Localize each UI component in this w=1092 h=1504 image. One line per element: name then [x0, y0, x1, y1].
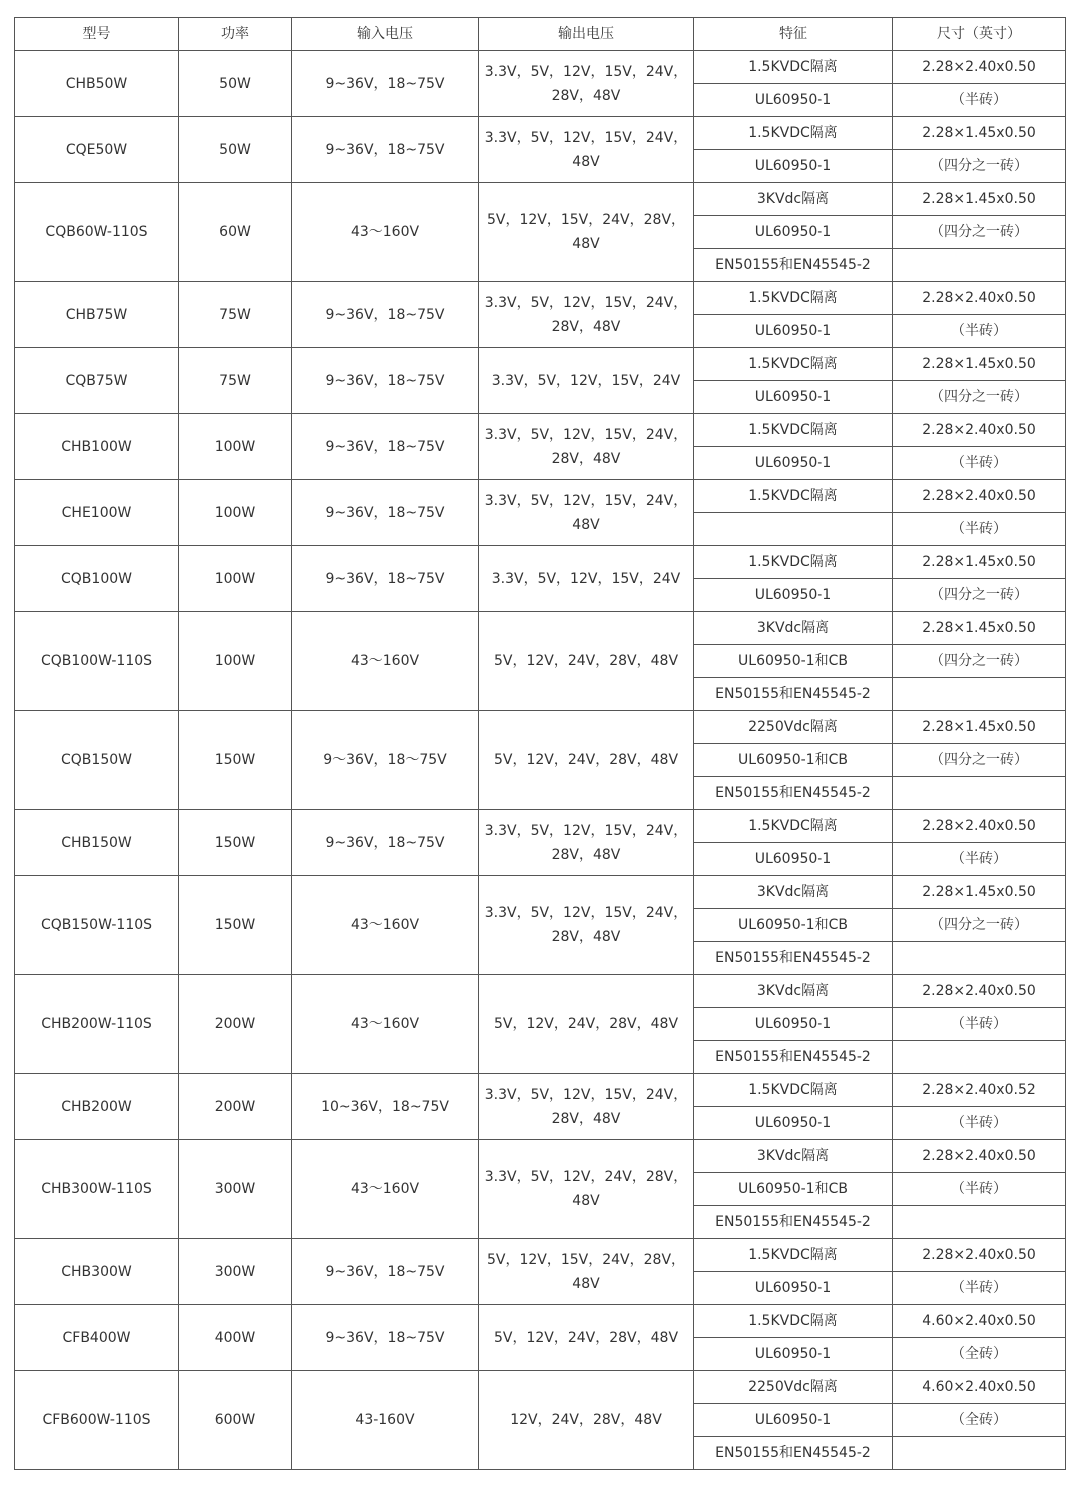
- cell-size: 2.28×2.40x0.50: [893, 975, 1066, 1008]
- cell-size: （全砖）: [893, 1404, 1066, 1437]
- cell-feature: UL60950-1: [694, 843, 893, 876]
- cell-feature: UL60950-1: [694, 1107, 893, 1140]
- cell-size: （全砖）: [893, 1338, 1066, 1371]
- cell-size: [893, 1206, 1066, 1239]
- cell-model: CQE50W: [15, 117, 179, 183]
- cell-model: CQB150W-110S: [15, 876, 179, 975]
- cell-model: CHB200W: [15, 1074, 179, 1140]
- table-row: [15, 876, 1066, 909]
- cell-output-voltage: 3.3V，5V，12V，15V，24V，28V，48V: [479, 414, 694, 480]
- cell-feature: 1.5KVDC隔离: [694, 1074, 893, 1107]
- cell-output-voltage: 5V，12V，24V，28V，48V: [479, 612, 694, 711]
- cell-size: [893, 249, 1066, 282]
- cell-model: CHB75W: [15, 282, 179, 348]
- cell-size: 2.28×1.45x0.50: [893, 876, 1066, 909]
- cell-model: CQB100W-110S: [15, 612, 179, 711]
- cell-feature: UL60950-1和CB: [694, 744, 893, 777]
- cell-size: 4.60×2.40x0.50: [893, 1371, 1066, 1404]
- cell-feature: 1.5KVDC隔离: [694, 810, 893, 843]
- cell-feature: UL60950-1: [694, 1404, 893, 1437]
- cell-size: （半砖）: [893, 447, 1066, 480]
- table-row: [15, 1239, 1066, 1272]
- cell-model: CQB100W: [15, 546, 179, 612]
- cell-output-voltage: 5V，12V，24V，28V，48V: [479, 711, 694, 810]
- cell-power: 50W: [179, 51, 292, 117]
- cell-power: 100W: [179, 546, 292, 612]
- cell-feature: 2250Vdc隔离: [694, 1371, 893, 1404]
- cell-power: 200W: [179, 975, 292, 1074]
- cell-input-voltage: 9~36V，18~75V: [292, 1239, 479, 1305]
- cell-power: 100W: [179, 480, 292, 546]
- header-row: [15, 18, 1066, 51]
- cell-size: （四分之一砖）: [893, 645, 1066, 678]
- cell-size: 2.28×1.45x0.50: [893, 348, 1066, 381]
- cell-power: 150W: [179, 711, 292, 810]
- cell-feature: UL60950-1: [694, 216, 893, 249]
- cell-feature: 3KVdc隔离: [694, 975, 893, 1008]
- cell-input-voltage: 9~36V，18~75V: [292, 348, 479, 414]
- cell-input-voltage: 9~36V，18~75V: [292, 51, 479, 117]
- cell-power: 200W: [179, 1074, 292, 1140]
- cell-power: 150W: [179, 876, 292, 975]
- cell-output-voltage: 3.3V，5V，12V，15V，24V: [479, 546, 694, 612]
- cell-model: CFB600W-110S: [15, 1371, 179, 1470]
- table-row: [15, 117, 1066, 150]
- header-model: 型号: [15, 18, 179, 51]
- cell-model: CHB50W: [15, 51, 179, 117]
- cell-input-voltage: 43～160V: [292, 183, 479, 282]
- cell-feature: EN50155和EN45545-2: [694, 1437, 893, 1470]
- cell-feature: UL60950-1: [694, 150, 893, 183]
- cell-model: CHB300W-110S: [15, 1140, 179, 1239]
- cell-size: 2.28×2.40x0.50: [893, 414, 1066, 447]
- cell-size: （半砖）: [893, 1173, 1066, 1206]
- table-row: [15, 282, 1066, 315]
- cell-feature: [694, 513, 893, 546]
- cell-size: 2.28×2.40x0.52: [893, 1074, 1066, 1107]
- cell-feature: EN50155和EN45545-2: [694, 1041, 893, 1074]
- cell-model: CHB200W-110S: [15, 975, 179, 1074]
- table-row: [15, 612, 1066, 645]
- cell-feature: EN50155和EN45545-2: [694, 249, 893, 282]
- cell-input-voltage: 43～160V: [292, 1140, 479, 1239]
- cell-feature: EN50155和EN45545-2: [694, 1206, 893, 1239]
- cell-feature: UL60950-1: [694, 579, 893, 612]
- cell-size: （四分之一砖）: [893, 579, 1066, 612]
- cell-feature: 1.5KVDC隔离: [694, 348, 893, 381]
- cell-output-voltage: 5V，12V，15V，24V，28V，48V: [479, 183, 694, 282]
- cell-size: （半砖）: [893, 1107, 1066, 1140]
- cell-feature: EN50155和EN45545-2: [694, 777, 893, 810]
- table-row: [15, 1140, 1066, 1173]
- cell-output-voltage: 3.3V，5V，12V，15V，24V，28V，48V: [479, 51, 694, 117]
- cell-size: 2.28×2.40x0.50: [893, 1239, 1066, 1272]
- cell-feature: 1.5KVDC隔离: [694, 282, 893, 315]
- cell-size: （半砖）: [893, 315, 1066, 348]
- cell-input-voltage: 9~36V，18~75V: [292, 480, 479, 546]
- cell-power: 300W: [179, 1140, 292, 1239]
- table-row: [15, 546, 1066, 579]
- cell-input-voltage: 9～36V，18～75V: [292, 711, 479, 810]
- cell-size: 2.28×2.40x0.50: [893, 282, 1066, 315]
- cell-feature: 1.5KVDC隔离: [694, 51, 893, 84]
- cell-input-voltage: 43～160V: [292, 975, 479, 1074]
- cell-size: （半砖）: [893, 513, 1066, 546]
- cell-size: （半砖）: [893, 1272, 1066, 1305]
- cell-output-voltage: 12V，24V，28V，48V: [479, 1371, 694, 1470]
- cell-feature: 3KVdc隔离: [694, 1140, 893, 1173]
- cell-feature: UL60950-1: [694, 84, 893, 117]
- cell-feature: EN50155和EN45545-2: [694, 678, 893, 711]
- cell-power: 100W: [179, 414, 292, 480]
- cell-output-voltage: 5V，12V，24V，28V，48V: [479, 975, 694, 1074]
- cell-model: CHB300W: [15, 1239, 179, 1305]
- cell-feature: UL60950-1: [694, 381, 893, 414]
- cell-feature: 1.5KVDC隔离: [694, 480, 893, 513]
- cell-size: （半砖）: [893, 1008, 1066, 1041]
- cell-feature: UL60950-1: [694, 447, 893, 480]
- cell-power: 600W: [179, 1371, 292, 1470]
- cell-output-voltage: 3.3V，5V，12V，15V，24V，28V，48V: [479, 810, 694, 876]
- cell-power: 150W: [179, 810, 292, 876]
- cell-input-voltage: 9~36V，18~75V: [292, 810, 479, 876]
- cell-output-voltage: 3.3V，5V，12V，15V，24V，28V，48V: [479, 876, 694, 975]
- table-body: [15, 51, 1066, 1470]
- cell-feature: 3KVdc隔离: [694, 876, 893, 909]
- cell-size: （四分之一砖）: [893, 744, 1066, 777]
- cell-output-voltage: 3.3V，5V，12V，15V，24V，28V，48V: [479, 1074, 694, 1140]
- cell-output-voltage: 3.3V，5V，12V，15V，24V: [479, 348, 694, 414]
- cell-size: 4.60×2.40x0.50: [893, 1305, 1066, 1338]
- cell-feature: EN50155和EN45545-2: [694, 942, 893, 975]
- cell-output-voltage: 3.3V，5V，12V，15V，24V，48V: [479, 480, 694, 546]
- cell-input-voltage: 43～160V: [292, 876, 479, 975]
- cell-feature: UL60950-1: [694, 1008, 893, 1041]
- cell-power: 75W: [179, 282, 292, 348]
- table-row: [15, 711, 1066, 744]
- cell-model: CHB150W: [15, 810, 179, 876]
- cell-output-voltage: 3.3V，5V，12V，15V，24V，48V: [479, 117, 694, 183]
- cell-size: 2.28×1.45x0.50: [893, 183, 1066, 216]
- table-row: [15, 348, 1066, 381]
- cell-size: 2.28×1.45x0.50: [893, 711, 1066, 744]
- table-row: [15, 414, 1066, 447]
- cell-size: [893, 777, 1066, 810]
- cell-input-voltage: 9~36V，18~75V: [292, 117, 479, 183]
- cell-power: 300W: [179, 1239, 292, 1305]
- cell-feature: UL60950-1: [694, 315, 893, 348]
- cell-size: （四分之一砖）: [893, 381, 1066, 414]
- cell-feature: UL60950-1: [694, 1272, 893, 1305]
- cell-size: （四分之一砖）: [893, 150, 1066, 183]
- table-row: [15, 1371, 1066, 1404]
- cell-size: 2.28×1.45x0.50: [893, 117, 1066, 150]
- cell-input-voltage: 43～160V: [292, 612, 479, 711]
- cell-feature: 1.5KVDC隔离: [694, 414, 893, 447]
- table-row: [15, 1305, 1066, 1338]
- table-row: [15, 51, 1066, 84]
- header-input-voltage: 输入电压: [292, 18, 479, 51]
- cell-model: CQB75W: [15, 348, 179, 414]
- header-power: 功率: [179, 18, 292, 51]
- cell-output-voltage: 3.3V，5V，12V，15V，24V，28V，48V: [479, 282, 694, 348]
- cell-input-voltage: 43-160V: [292, 1371, 479, 1470]
- cell-power: 400W: [179, 1305, 292, 1371]
- cell-size: （半砖）: [893, 843, 1066, 876]
- header-features: 特征: [694, 18, 893, 51]
- table-row: [15, 480, 1066, 513]
- header-size: 尺寸（英寸）: [893, 18, 1066, 51]
- cell-input-voltage: 9~36V，18~75V: [292, 546, 479, 612]
- cell-feature: UL60950-1和CB: [694, 909, 893, 942]
- cell-power: 60W: [179, 183, 292, 282]
- cell-input-voltage: 9~36V，18~75V: [292, 282, 479, 348]
- table-row: [15, 975, 1066, 1008]
- cell-feature: UL60950-1和CB: [694, 1173, 893, 1206]
- cell-output-voltage: 5V，12V，24V，28V，48V: [479, 1305, 694, 1371]
- spec-table: [14, 17, 1066, 1470]
- cell-input-voltage: 9~36V，18~75V: [292, 1305, 479, 1371]
- cell-size: 2.28×2.40x0.50: [893, 810, 1066, 843]
- cell-model: CHB100W: [15, 414, 179, 480]
- cell-model: CFB400W: [15, 1305, 179, 1371]
- cell-output-voltage: 3.3V，5V，12V，24V，28V，48V: [479, 1140, 694, 1239]
- cell-feature: 2250Vdc隔离: [694, 711, 893, 744]
- cell-size: 2.28×1.45x0.50: [893, 546, 1066, 579]
- cell-size: [893, 942, 1066, 975]
- cell-feature: 1.5KVDC隔离: [694, 1239, 893, 1272]
- cell-size: [893, 1041, 1066, 1074]
- cell-feature: UL60950-1和CB: [694, 645, 893, 678]
- cell-size: 2.28×2.40x0.50: [893, 480, 1066, 513]
- table-row: [15, 1074, 1066, 1107]
- cell-size: [893, 1437, 1066, 1470]
- table-row: [15, 183, 1066, 216]
- table-row: [15, 810, 1066, 843]
- cell-feature: 3KVdc隔离: [694, 183, 893, 216]
- cell-size: 2.28×1.45x0.50: [893, 612, 1066, 645]
- cell-model: CQB150W: [15, 711, 179, 810]
- cell-power: 50W: [179, 117, 292, 183]
- cell-size: （四分之一砖）: [893, 909, 1066, 942]
- cell-model: CHE100W: [15, 480, 179, 546]
- cell-power: 75W: [179, 348, 292, 414]
- cell-feature: 1.5KVDC隔离: [694, 117, 893, 150]
- cell-model: CQB60W-110S: [15, 183, 179, 282]
- cell-feature: 1.5KVDC隔离: [694, 1305, 893, 1338]
- cell-output-voltage: 5V，12V，15V，24V，28V，48V: [479, 1239, 694, 1305]
- cell-input-voltage: 10~36V，18~75V: [292, 1074, 479, 1140]
- cell-feature: 3KVdc隔离: [694, 612, 893, 645]
- cell-size: 2.28×2.40x0.50: [893, 51, 1066, 84]
- cell-size: 2.28×2.40x0.50: [893, 1140, 1066, 1173]
- header-output-voltage: 输出电压: [479, 18, 694, 51]
- cell-size: [893, 678, 1066, 711]
- cell-power: 100W: [179, 612, 292, 711]
- cell-feature: UL60950-1: [694, 1338, 893, 1371]
- cell-feature: 1.5KVDC隔离: [694, 546, 893, 579]
- cell-size: （半砖）: [893, 84, 1066, 117]
- cell-input-voltage: 9~36V，18~75V: [292, 414, 479, 480]
- cell-size: （四分之一砖）: [893, 216, 1066, 249]
